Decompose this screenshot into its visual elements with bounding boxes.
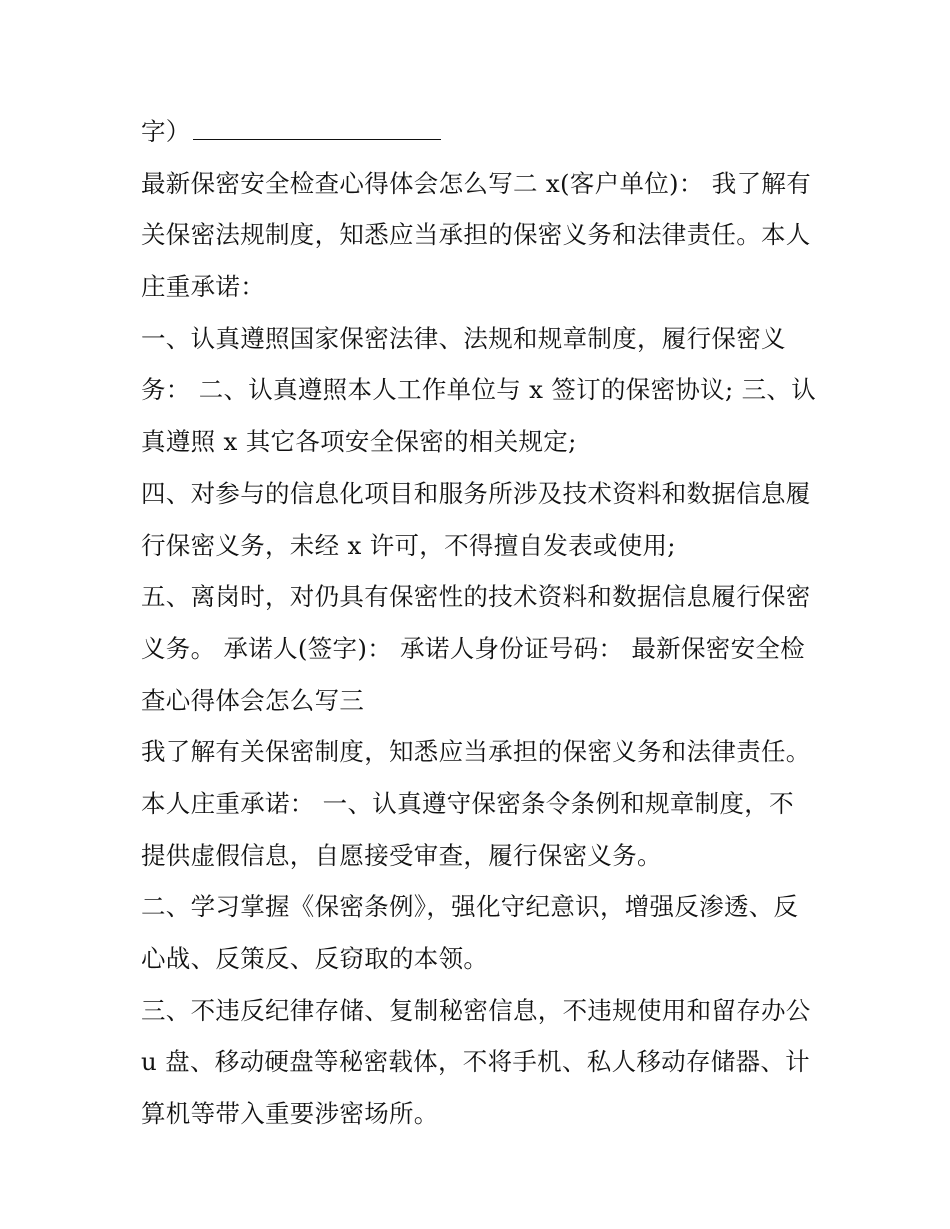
text-line: 本人庄重承诺： 一、认真遵守保密条令条例和规章制度，不 bbox=[141, 788, 794, 818]
text-line: 一、认真遵照国家保密法律、法规和规章制度，履行保密义 bbox=[141, 323, 786, 353]
text-line: 最新保密安全检查心得体会怎么写二 x(客户单位)： 我了解有 bbox=[141, 168, 812, 198]
text-line: 义务。 承诺人(签字)： 承诺人身份证号码： 最新保密安全检 bbox=[141, 633, 805, 663]
text-line bbox=[141, 106, 821, 158]
text-line: 关保密法规制度，知悉应当承担的保密义务和法律责任。本人 bbox=[141, 220, 811, 250]
text-line: u 盘、移动硬盘等秘密载体，不将手机、私人移动存储器、计 bbox=[141, 1047, 810, 1077]
text-line: 三、不违反纪律存储、复制秘密信息，不违规使用和留存办公 bbox=[141, 995, 811, 1025]
signature-blank-line bbox=[193, 117, 441, 140]
document-body bbox=[141, 106, 821, 1140]
text-line: 庄重承诺： bbox=[141, 272, 265, 302]
text-line: 行保密义务，未经 x 许可，不得擅自发表或使用; bbox=[141, 530, 676, 560]
text-line: 心战、反策反、反窃取的本领。 bbox=[141, 944, 489, 973]
text-line: 查心得体会怎么写三 bbox=[141, 685, 365, 715]
text-line-content: 字） bbox=[141, 117, 191, 146]
text-line: 五、离岗时，对仍具有保密性的技术资料和数据信息履行保密 bbox=[141, 582, 811, 612]
text-line: 真遵照 x 其它各项安全保密的相关规定; bbox=[141, 427, 577, 457]
text-line: 提供虚假信息，自愿接受审查，履行保密义务。 bbox=[141, 840, 662, 870]
text-line: 我了解有关保密制度，知悉应当承担的保密义务和法律责任。 bbox=[141, 737, 811, 767]
text-line: 务： 二、认真遵照本人工作单位与 x 签订的保密协议; 三、认 bbox=[141, 375, 817, 405]
text-line: 四、对参与的信息化项目和服务所涉及技术资料和数据信息履 bbox=[141, 478, 811, 508]
text-line: 二、学习掌握《保密条例》，强化守纪意识，增强反渗透、反 bbox=[141, 892, 799, 922]
text-line: 算机等带入重要涉密场所。 bbox=[141, 1099, 439, 1129]
